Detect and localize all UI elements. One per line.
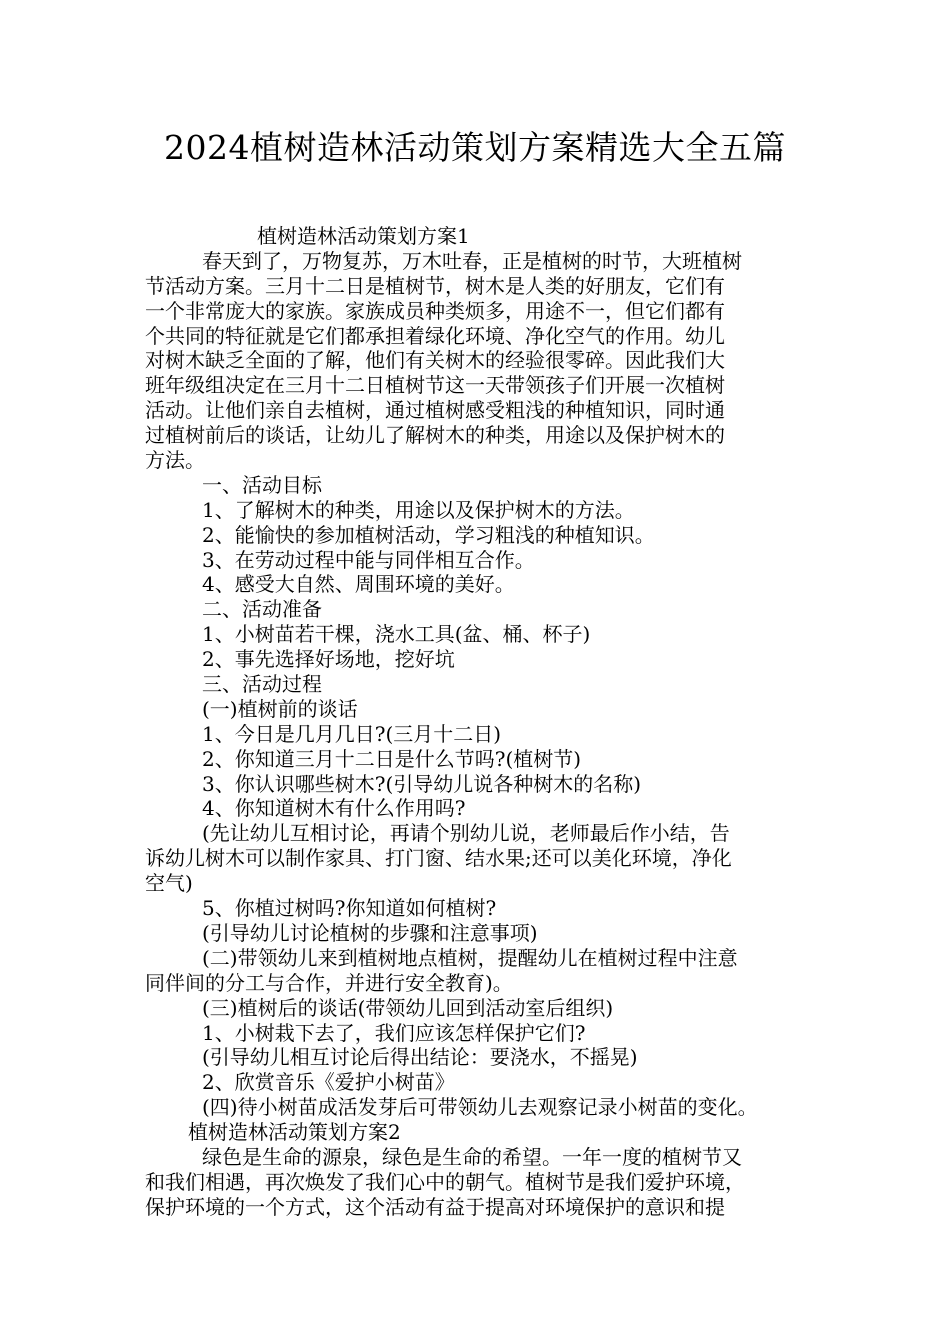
list-item: 3、在劳动过程中能与同伴相互合作。 (202, 547, 535, 572)
paragraph-line: 保护环境的一个方式，这个活动有益于提高对环境保护的意识和提 (145, 1194, 725, 1219)
list-item: 2、你知道三月十二日是什么节吗?(植树节) (202, 746, 582, 771)
paragraph-line: 对树木缺乏全面的了解，他们有关树木的经验很零碎。因此我们大 (145, 348, 725, 373)
paragraph-line: 一个非常庞大的家族。家族成员种类烦多，用途不一，但它们都有 (145, 298, 725, 323)
paragraph-line: 方法。 (145, 448, 205, 473)
list-item: 2、事先选择好场地，挖好坑 (202, 647, 455, 672)
subheading: 一、活动目标 (202, 472, 322, 497)
paragraph-line: (引导幼儿讨论植树的步骤和注意事项) (202, 920, 538, 945)
document-title: 2024植树造林活动策划方案精选大全五篇 (164, 128, 786, 167)
paragraph-line: (先让幼儿互相讨论，再请个别幼儿说，老师最后作小结，告 (202, 821, 730, 846)
paragraph-line: 同伴间的分工与合作，并进行安全教育)。 (145, 970, 513, 995)
list-item: 1、今日是几月几日?(三月十二日) (202, 721, 502, 746)
paragraph-line: 诉幼儿树木可以制作家具、打门窗、结水果;还可以美化环境，净化 (145, 846, 732, 871)
subheading: 三、活动过程 (202, 672, 322, 697)
paragraph-line: 节活动方案。三月十二日是植树节，树木是人类的好朋友，它们有 (145, 273, 725, 298)
subheading: 二、活动准备 (202, 597, 322, 622)
list-item: 1、了解树木的种类，用途以及保护树木的方法。 (202, 497, 635, 522)
list-item: 5、你植过树吗?你知道如何植树? (202, 896, 497, 921)
section-heading: 植树造林活动策划方案2 (188, 1120, 401, 1145)
subheading: (一)植树前的谈话 (202, 696, 358, 721)
paragraph-line: 过植树前后的谈话，让幼儿了解树木的种类，用途以及保护树木的 (145, 423, 725, 448)
document-body (145, 224, 810, 1220)
paragraph-line: (引导幼儿相互讨论后得出结论：要浇水，不摇晃) (202, 1045, 638, 1070)
paragraph-line: 班年级组决定在三月十二日植树节这一天带领孩子们开展一次植树 (145, 373, 725, 398)
list-item: 2、欣赏音乐《爱护小树苗》 (202, 1070, 455, 1095)
list-item: 4、感受大自然、周围环境的美好。 (202, 572, 515, 597)
paragraph-line: (四)待小树苗成活发芽后可带领幼儿去观察记录小树苗的变化。 (202, 1095, 758, 1120)
paragraph-line: 春天到了，万物复苏，万木吐春，正是植树的时节，大班植树 (202, 248, 742, 273)
paragraph-line: 个共同的特征就是它们都承担着绿化环境、净化空气的作用。幼儿 (145, 323, 725, 348)
list-item: 3、你认识哪些树木?(引导幼儿说各种树木的名称) (202, 771, 642, 796)
subheading: (三)植树后的谈话(带领幼儿回到活动室后组织) (202, 995, 614, 1020)
paragraph-line: 活动。让他们亲自去植树，通过植树感受粗浅的种植知识，同时通 (145, 398, 725, 423)
paragraph-line: (二)带领幼儿来到植树地点植树，提醒幼儿在植树过程中注意 (202, 945, 738, 970)
section-heading: 植树造林活动策划方案1 (257, 224, 470, 248)
list-item: 1、小树苗若干棵，浇水工具(盆、桶、杯子) (202, 622, 591, 647)
list-item: 2、能愉快的参加植树活动，学习粗浅的种植知识。 (202, 522, 655, 547)
list-item: 4、你知道树木有什么作用吗? (202, 796, 466, 821)
paragraph-line: 空气) (145, 871, 193, 896)
paragraph-line: 绿色是生命的源泉，绿色是生命的希望。一年一度的植树节又 (202, 1144, 742, 1169)
paragraph-line: 和我们相遇，再次焕发了我们心中的朝气。植树节是我们爱护环境， (145, 1169, 745, 1194)
list-item: 1、小树栽下去了，我们应该怎样保护它们? (202, 1020, 586, 1045)
